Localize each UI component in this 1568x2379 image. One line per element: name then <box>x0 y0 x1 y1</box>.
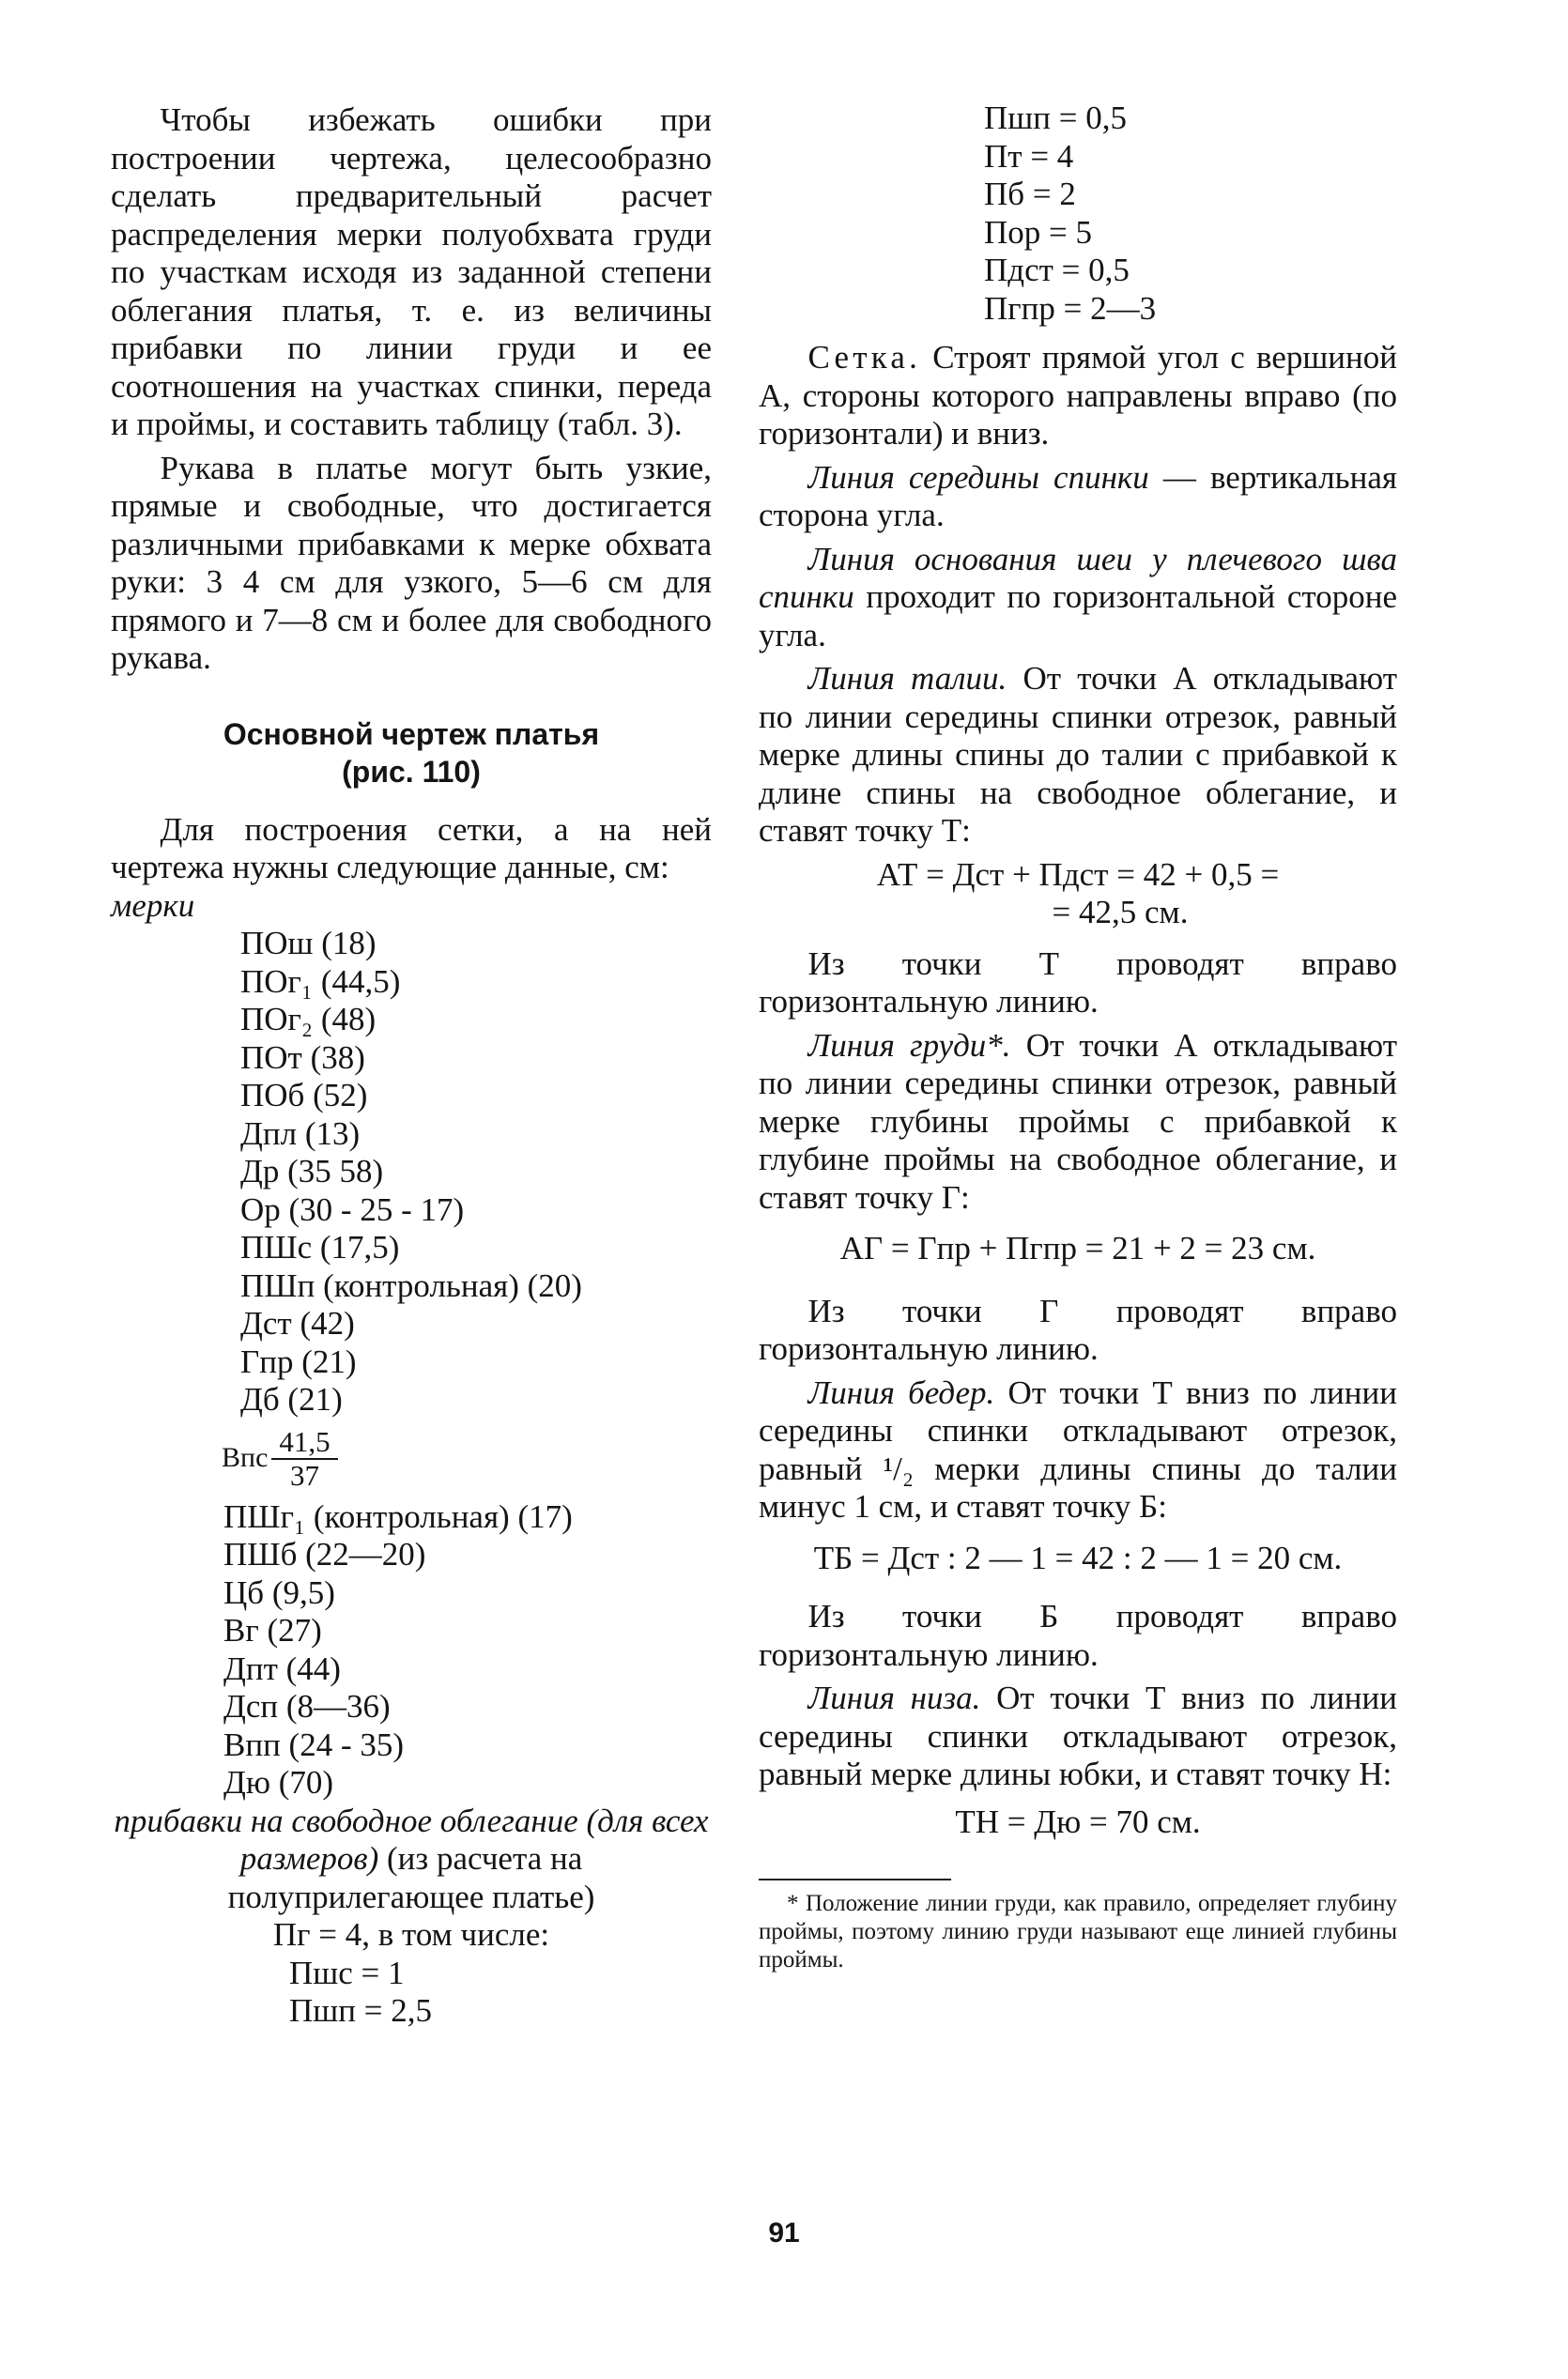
measurement-item: ПОт (38) <box>240 1038 365 1076</box>
footnote-rule <box>759 1879 951 1880</box>
measurement-item: Дпт (44) <box>223 1650 341 1687</box>
measurement-item: Впп (24 - 35) <box>223 1726 405 1763</box>
left-column <box>111 101 712 2031</box>
paragraph-bust <box>759 1027 1397 1218</box>
vpc-fraction-row <box>111 1420 712 1498</box>
formula-at-line1: АТ = Дст + Пдст = 42 + 0,5 = <box>876 855 1280 893</box>
section-heading <box>111 715 712 790</box>
measurement-item: Вг (27) <box>223 1612 322 1649</box>
formula-at <box>759 856 1397 932</box>
allowance-item: Пдст = 0,5 <box>984 252 1130 288</box>
measurement-item: Дб (21) <box>240 1381 343 1418</box>
measurement-item: Цб (9,5) <box>223 1573 335 1611</box>
footnote: * Положение линии груди, как правило, определяет глубину проймы, поэтому линию груди называют еще линией глубины проймы. <box>759 1891 1397 1972</box>
measurement-item: Дст (42) <box>240 1305 355 1342</box>
measurement-item: Ор (30 - 25 - 17) <box>240 1190 465 1228</box>
formula-at-line2: = 42,5 см. <box>1052 894 1189 930</box>
measurement-item: Дсп (8—36) <box>223 1688 391 1725</box>
formula-ag: АГ = Гпр + Пгпр = 21 + 2 = 23 см. <box>839 1230 1316 1266</box>
term-hem: Линия низа. <box>807 1680 981 1716</box>
measurements-list-continued <box>111 1498 712 1803</box>
heading-title: Основной чертеж платья <box>223 716 600 751</box>
allowance-item: Пб = 2 <box>984 176 1076 212</box>
measurement-item: Др (35 58) <box>240 1153 384 1190</box>
measurement-item: Дю (70) <box>223 1764 334 1801</box>
allowance-item: Пшс = 1 <box>289 1954 405 1991</box>
measurements-list <box>111 925 712 1420</box>
grid-word: Сетка. <box>807 339 922 376</box>
pg-line: Пг = 4, в том числе: <box>272 1916 550 1953</box>
measurement-item: ПОг₁ (44,5) <box>240 962 401 1000</box>
paragraph-sleeves: Рукава в платье могут быть узкие, прямые и свободные, что достигается различными прибавками к мерке обхвата руки: 3 4 см для узкого, 5—6 см для прямого и 7—8 см и более для свободного рукава. <box>111 449 712 676</box>
allowance-item: Пт = 4 <box>984 137 1074 175</box>
measurement-item: Гпр (21) <box>240 1343 357 1380</box>
pg-items <box>111 1955 712 2031</box>
heading-figure-ref: (рис. 110) <box>342 754 481 789</box>
allowance-item: Пшп = 0,5 <box>984 100 1127 136</box>
term-waist: Линия талии. <box>807 660 1007 697</box>
text-hips: От точки Т вниз по линии середины спинки откладывают отрезок, равный ¹/₂ мерки длины спины до талии минус 1 см, и ставят точку Б: <box>759 1374 1397 1525</box>
allowance-item: Пор = 5 <box>984 213 1093 251</box>
term-bust: Линия груди*. <box>807 1026 1011 1064</box>
formula-tb: ТБ = Дст : 2 — 1 = 42 : 2 — 1 = 20 см. <box>813 1539 1343 1576</box>
text-back-center: — вертикальная сторона угла. <box>759 458 1397 533</box>
measurement-item: ПШп (контрольная) (20) <box>240 1266 582 1304</box>
measurement-item: Дпл (13) <box>240 1114 361 1152</box>
measurement-item: ПШг₁ (контрольная) (17) <box>223 1497 573 1535</box>
paragraph-back-center <box>759 459 1397 535</box>
right-column <box>759 101 1397 1974</box>
page-number: 91 <box>768 2218 800 2249</box>
merki-label: мерки <box>111 886 195 924</box>
text-bust: От точки А откладывают по линии середины спинки отрезок, равный мерке глубины проймы с прибавкой к глубине проймы на свободное облегание, и ставят точку Г: <box>759 1026 1397 1216</box>
paragraph-waist <box>759 660 1397 851</box>
term-back-center: Линия середины спинки <box>807 458 1149 496</box>
paragraph-grid <box>759 339 1397 453</box>
term-neck-base: Линия основания шеи у плечевого шва спинки <box>759 540 1397 615</box>
measurement-item: ПОб (52) <box>240 1077 368 1113</box>
vpc-fraction <box>271 1426 337 1492</box>
paragraph-bust-line: Из точки Г проводят вправо горизонтальную линию. <box>759 1292 1397 1367</box>
vpc-numerator: 41,5 <box>271 1426 337 1460</box>
allowances-heading-italic: прибавки на свободное облегание (для всех размеров) <box>114 1802 709 1877</box>
measurement-item: ПОг₂ (48) <box>240 1001 377 1037</box>
paragraph-data-needed: Для построения сетки, а на ней чертежа нужны следующие данные, см: <box>111 810 712 885</box>
measurement-item: ПШс (17,5) <box>240 1229 400 1266</box>
text-hem: От точки Т вниз по линии середины спинки откладывают отрезок, равный мерке длины юбки, и ставят точку Н: <box>759 1680 1397 1792</box>
measurement-item: ПШб (22—20) <box>223 1536 426 1573</box>
vpc-label: Впс <box>222 1442 269 1474</box>
allowance-item: Пгпр = 2—3 <box>984 289 1157 327</box>
allowance-list <box>759 100 1397 328</box>
paragraph-waist-line: Из точки Т проводят вправо горизонтальную линию. <box>759 944 1397 1020</box>
allowances-heading <box>111 1803 712 1917</box>
grid-text: Строят прямой угол с вершиной А, стороны которого направлены вправо (по горизонтали) и вниз. <box>759 339 1397 452</box>
paragraph-hips <box>759 1374 1397 1527</box>
paragraph-hips-line: Из точки Б проводят вправо горизонтальную линию. <box>759 1598 1397 1673</box>
paragraph-table-advice: Чтобы избежать ошибки при построении чертежа, целесообразно сделать предварительный расчет распределения мерки полуобхвата груди по участкам исходя из заданной степени облегания платья, т. е. из величины прибавки по линии груди и ее соотношения на участках спинки, переда и проймы, и составить таблицу (табл. 3). <box>111 101 712 442</box>
formula-th: ТН = Дю = 70 см. <box>955 1803 1201 1840</box>
paragraph-hem <box>759 1680 1397 1794</box>
text-neck-base: проходит по горизонтальной стороне угла. <box>759 578 1397 653</box>
allowances-heading-rest: (из расчета на полуприлегающее платье) <box>227 1840 595 1915</box>
measurement-item: ПОш (18) <box>240 925 377 961</box>
allowance-item: Пшп = 2,5 <box>289 1992 432 2029</box>
text-waist: От точки А откладывают по линии середины спинки отрезок, равный мерке длины спины до талии с прибавкой к длине спины на свободное облегание, и ставят точку Т: <box>759 660 1397 849</box>
term-hips: Линия бедер. <box>807 1374 995 1411</box>
paragraph-neck-base <box>759 541 1397 655</box>
vpc-denominator: 37 <box>290 1458 320 1492</box>
